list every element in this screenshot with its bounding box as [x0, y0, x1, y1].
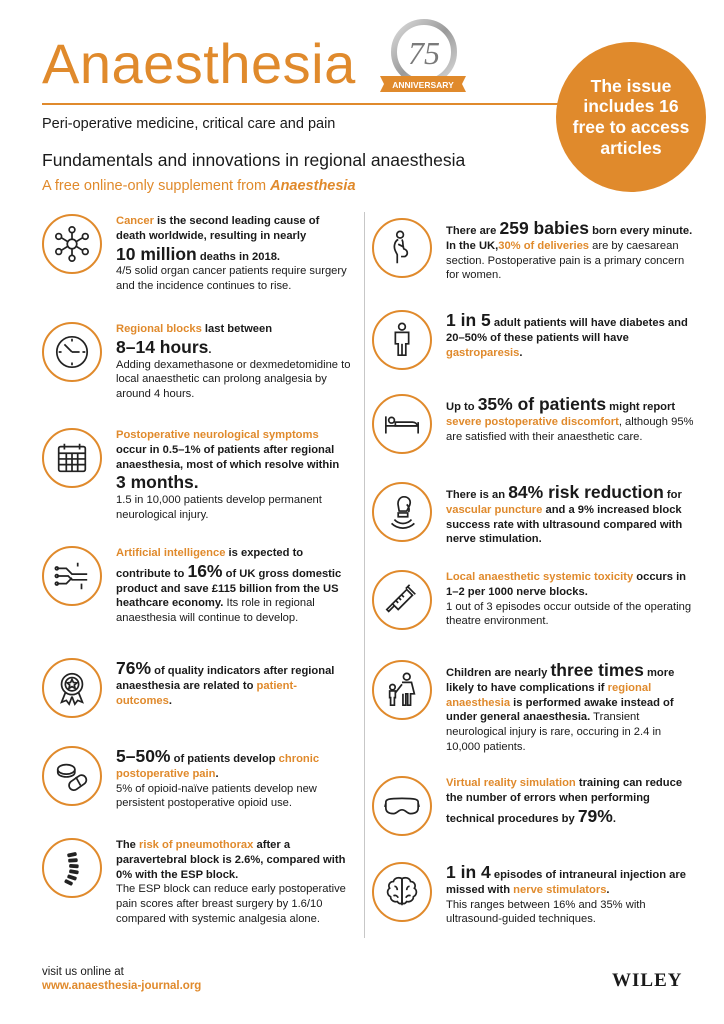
- fact-postoperative-discomfort: [372, 394, 696, 454]
- supplement-title: Fundamentals and innovations in regional anaesthesia: [42, 150, 466, 170]
- fact-text: Regional blocks last between 8–14 hours. Adding dexamethasone or dexmedetomidine to local anaesthetic can prolong analgesia by around 4 hours.: [116, 323, 351, 401]
- family-icon: [372, 660, 432, 720]
- award-icon: [42, 658, 102, 718]
- pills-icon: [42, 746, 102, 806]
- journal-website-link[interactable]: www.anaesthesia-journal.org: [42, 980, 202, 992]
- fact-artificial-intelligence: [42, 546, 352, 626]
- ultrasound-icon: [372, 482, 432, 542]
- wiley-logo: WILEY: [612, 970, 683, 991]
- person-icon: [372, 310, 432, 370]
- fact-quality-indicators: [42, 658, 352, 718]
- fact-text: 5–50% of patients develop chronic postoperative pain. 5% of opioid-naïve patients develop new persistent postoperative opioid use.: [116, 746, 320, 810]
- fact-pneumothorax: [42, 838, 352, 927]
- fact-text: Cancer is the second leading cause of death worldwide, resulting in nearly 10 million deaths in 2018. 4/5 solid organ cancer patients require surgery and the incidence continues to rise.: [116, 215, 347, 293]
- header-rule: [42, 103, 590, 105]
- fact-intraneural-injection: [372, 862, 696, 927]
- fact-text: Children are nearly three times more likely to have complications if regional anaesthesia is performed awake instead of under general anaesthesia. Transient neurological injury is rare, occuring in 2.4 in 10,000 patients.: [446, 660, 675, 753]
- fact-text: Artificial intelligence is expected to contribute to 16% of UK gross domestic product and save £115 billion from the US heathcare economy. Its role in regional anaesthesia will continue to develop.: [116, 547, 342, 625]
- spine-icon: [42, 838, 102, 898]
- calendar-icon: [42, 428, 102, 488]
- tagline: [42, 178, 356, 194]
- anniversary-label: ANNIVERSARY: [392, 80, 454, 90]
- masthead-title: Anaesthesia: [42, 32, 356, 95]
- fact-regional-blocks: [42, 322, 352, 402]
- subtitle: Peri-operative medicine, critical care and pain: [42, 116, 336, 132]
- fact-text: 76% of quality indicators after regional anaesthesia are related to patient-outcomes.: [116, 658, 335, 707]
- tagline-journal: Anaesthesia: [270, 178, 356, 194]
- network-icon: [42, 214, 102, 274]
- fact-text: Postoperative neurological symptoms occur in 0.5–1% of patients after regional anaesthesia, most of which resolve within 3 months. 1.5 in 10,000 patients develop permanent neurological injury.: [116, 429, 340, 521]
- fact-text: Virtual reality simulation training can reduce the number of errors when performing technical procedures by 79%.: [446, 777, 683, 826]
- fact-children: [372, 660, 696, 755]
- circuit-icon: [42, 546, 102, 606]
- fact-ultrasound: [372, 482, 696, 547]
- column-divider: [364, 212, 365, 938]
- fact-text: Local anaesthetic systemic toxicity occurs in 1–2 per 1000 nerve blocks. 1 out of 3 episodes occur outside of the operating theatre environment.: [446, 571, 692, 628]
- fact-cancer: [42, 214, 352, 294]
- fact-text: The risk of pneumothorax after a paravertebral block is 2.6%, compared with 0% with the ESP block. The ESP block can reduce early postoperative pain scores after breast surgery by 1.6/10 compared with systemic analgesia alone.: [116, 839, 346, 925]
- vr-headset-icon: [372, 776, 432, 836]
- anniversary-number: 75: [408, 35, 440, 71]
- free-articles-badge: [556, 42, 706, 192]
- fact-neurological-symptoms: [42, 428, 352, 523]
- fact-diabetes: [372, 310, 696, 370]
- fact-text: 1 in 4 episodes of intraneural injection are missed with nerve stimulators. This ranges between 16% and 35% with ultrasound-guided techniques.: [446, 862, 686, 926]
- fact-text: There are 259 babies born every minute. In the UK,30% of deliveries are by caesarean section. Postoperative pain is a primary concern for women.: [446, 218, 693, 282]
- brain-icon: [372, 862, 432, 922]
- syringe-icon: [372, 570, 432, 630]
- footer-visit-text: visit us online at: [42, 966, 124, 978]
- fact-text: There is an 84% risk reduction for vascular puncture and a 9% increased block success rate with ultrasound compared with nerve stimulation.: [446, 482, 683, 546]
- tagline-prefix: A free online-only supplement from: [42, 178, 271, 194]
- fact-systemic-toxicity: [372, 570, 696, 630]
- fact-virtual-reality: [372, 776, 696, 836]
- fact-text: Up to 35% of patients might report severe postoperative discomfort, although 95% are satisfied with their anaesthetic care.: [446, 394, 694, 443]
- badge-text: The issue includes 16 free to access articles: [572, 75, 690, 158]
- pregnant-icon: [372, 218, 432, 278]
- fact-text: 1 in 5 adult patients will have diabetes and 20–50% of these patients will have gastroparesis.: [446, 310, 688, 359]
- fact-chronic-pain: [42, 746, 352, 811]
- anniversary-logo: [376, 18, 470, 96]
- fact-babies: [372, 218, 696, 283]
- bed-icon: [372, 394, 432, 454]
- clock-icon: [42, 322, 102, 382]
